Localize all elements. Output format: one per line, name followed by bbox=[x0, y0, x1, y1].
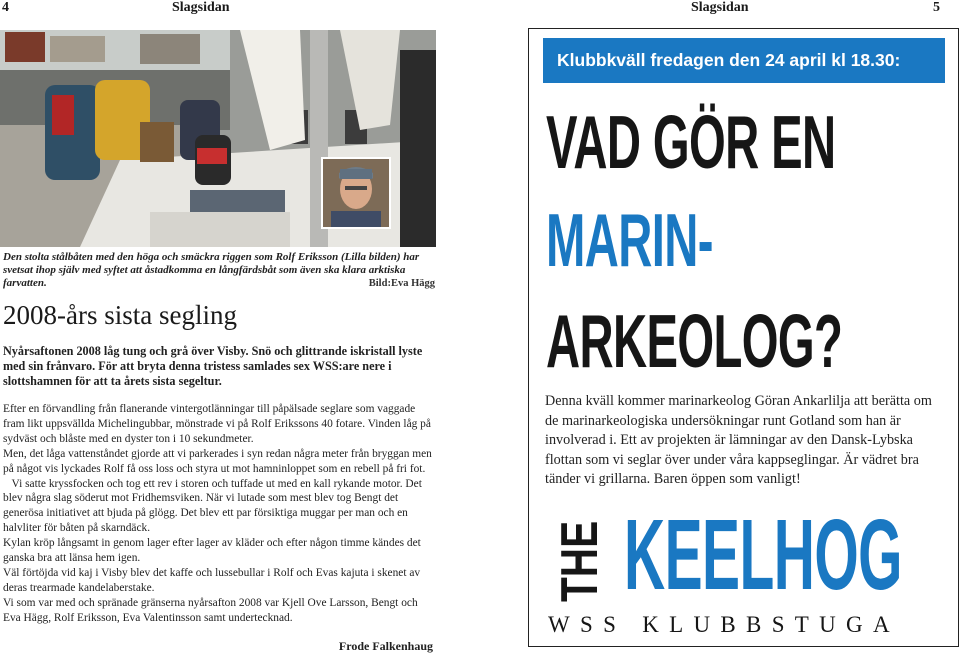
logo-subtitle: WSS KLUBBSTUGA bbox=[548, 612, 900, 637]
page-header-right: Slagsidan bbox=[691, 0, 749, 15]
page-header-left: Slagsidan bbox=[172, 0, 230, 15]
poster-headline-line-2: MARIN- bbox=[546, 198, 713, 282]
logo-keelhog: KEELHOG bbox=[624, 499, 902, 611]
article-paragraph: Vi som var med och spränade gränserna nyårsafton 2008 var Kjell Ove Larsson, Bengt och Eva Hägg, Rolf Eriksson, Eva Valentinsson samt undertecknad. bbox=[3, 596, 418, 624]
event-banner: Klubbkväll fredagen den 24 april kl 18.30: bbox=[543, 38, 945, 83]
article-paragraph: Vi satte kryssfocken och tog ett rev i storen och tuffade ut med en kall rykande motor. Det blev några slag söderut mot Fridhemsviken. När vi lutade som mest blev tog Bengt det generösa initiativet att bjuda på glögg. Det blev ett par försiktiga muggar per man och en halvliter för båten på skarndäck. bbox=[3, 477, 422, 535]
article-body bbox=[3, 402, 435, 626]
photo-credit: Bild:Eva Hägg bbox=[368, 278, 435, 289]
page-number-right: 5 bbox=[933, 0, 940, 15]
logo-the bbox=[545, 506, 615, 602]
article-paragraph: Men, det låga vattenståndet gjorde att vi parkerades i syn redan några meter från bryggan men på något vis lyckades Rolf få oss loss och styra ut mot hamninloppet som en rebell på fri fot. bbox=[3, 447, 432, 475]
article-paragraph: Kylan kröp långsamt in genom lager efter lager av kläder och efter någon timme kändes det ganska bra att länsa hem igen. bbox=[3, 537, 421, 565]
poster-headline-line-1: VAD GÖR EN bbox=[546, 100, 836, 184]
logo-the-text: THE bbox=[551, 520, 609, 602]
poster-headline-line-3: ARKEOLOG? bbox=[546, 299, 843, 383]
article-paragraph: Väl förtöjda vid kaj i Visby blev det kaffe och lussebullar i Rolf och Evas kajuta i skenet av deras trearmade kandelaberstake. bbox=[3, 566, 421, 594]
inset-portrait-photo bbox=[321, 157, 391, 229]
photo-caption: Den stolta stålbåten med den höga och smäckra riggen som Rolf Eriksson (Lilla bilden) har svetsat ihop själv med syftet att åstadkomma en långfärdsbåt som även ska klara arktiska farvatten. Bild:Eva Hägg bbox=[3, 251, 435, 289]
article-paragraph: Efter en förvandling från flanerande vintergotlänningar till påpälsade seglare som vaggade fram likt uppsvällda Michelingubbar, mönstrade vi på Rolf Erikssons 40 fotare. Vinden låg på sydväst och blåste med en dyster ton i 10 sekundmeter. bbox=[3, 403, 431, 445]
page-number-left: 4 bbox=[2, 0, 9, 15]
article-lead: Nyårsaftonen 2008 låg tung och grå över Visby. Snö och glittrande iskristall lyste med sin frånvaro. För att bryta denna tristess samlades sex WSS:are nere i slottshamnen för att ta årets sista segeltur. bbox=[3, 344, 423, 388]
event-description: Denna kväll kommer marinarkeolog Göran Ankarlilja att berätta om de marinarkeologiska undersökningar runt Gotland som han är involverad i. Ett av projekten är lämningar av den Dansk-Lybska flottan som vi seglar över under våra kappseglingar. Är vädret bra tänder vi grillarna. Baren öppen som vanligt! bbox=[545, 393, 932, 487]
article-headline: 2008-års sista segling bbox=[3, 300, 237, 330]
article-signature: Frode Falkenhaug bbox=[338, 639, 433, 653]
